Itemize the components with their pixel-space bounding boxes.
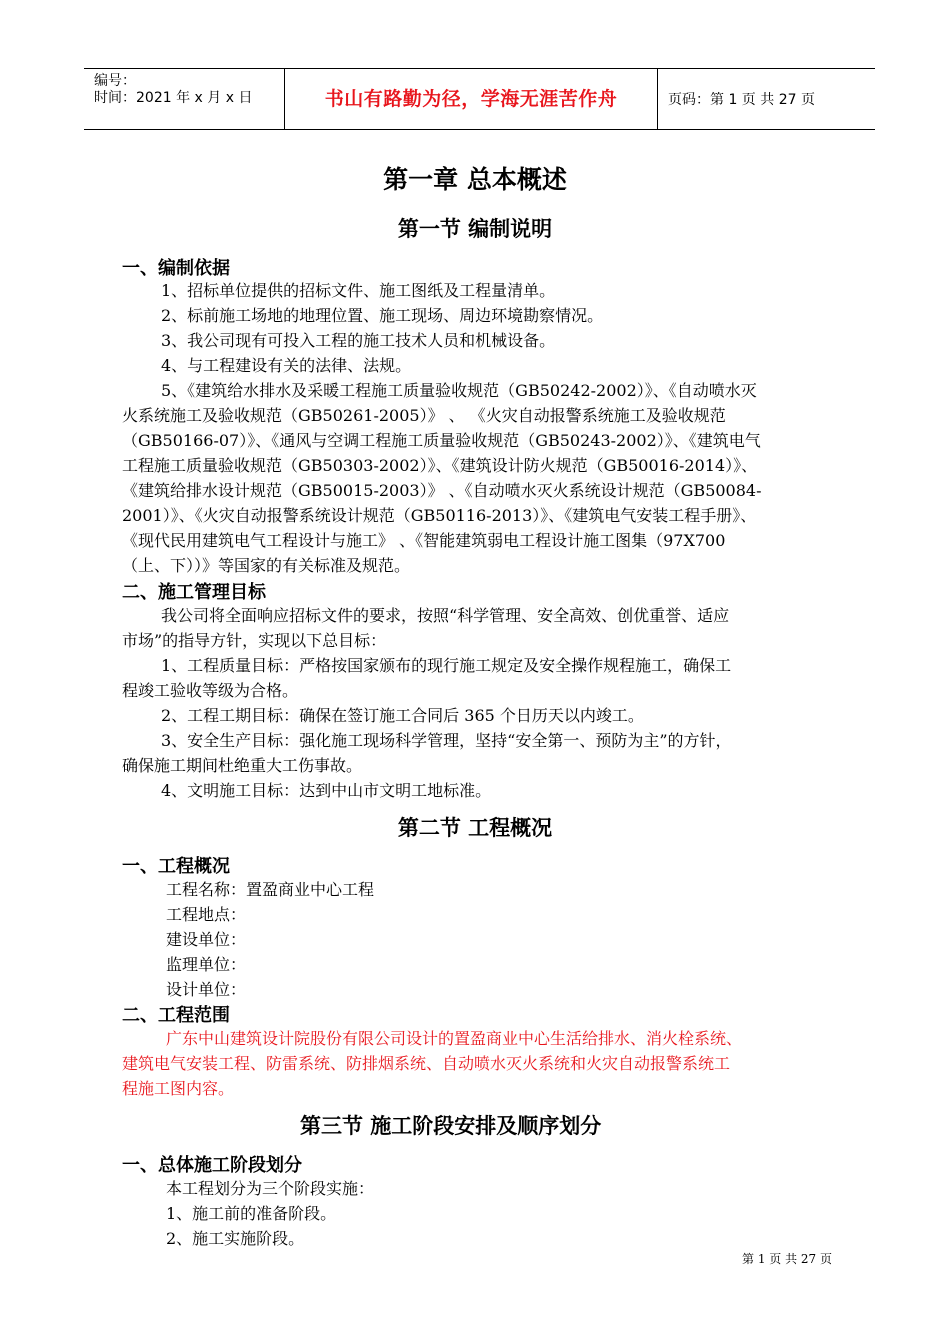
project-info-line: 设计单位： bbox=[166, 980, 247, 999]
basis-item: （GB50166-07）》、《通风与空调工程施工质量验收规范（GB50243-2002）》、《建筑电气 bbox=[122, 431, 761, 450]
section2-heading-overview: 一、工程概况 bbox=[122, 856, 230, 877]
basis-item: 4、与工程建设有关的法律、法规。 bbox=[161, 356, 412, 375]
project-info-line: 监理单位： bbox=[166, 955, 247, 974]
scope-line: 广东中山建筑设计院股份有限公司设计的置盈商业中心生活给排水、消火栓系统、 bbox=[166, 1029, 743, 1048]
section3-heading-stages: 一、总体施工阶段划分 bbox=[122, 1155, 302, 1176]
basis-item: 火系统施工及验收规范（GB50261-2005）》 、 《火灾自动报警系统施工及验收规范 bbox=[122, 406, 726, 425]
page-footer: 第 1 页 共 27 页 bbox=[742, 1252, 832, 1266]
basis-item: 《现代民用建筑电气工程设计与施工》 、《智能建筑弱电工程设计施工图集（97X700 bbox=[122, 531, 726, 550]
basis-item: 3、我公司现有可投入工程的施工技术人员和机械设备。 bbox=[161, 331, 556, 350]
section2-title: 第二节 工程概况 bbox=[397, 816, 553, 840]
goal-line: 市场”的指导方针，实现以下总目标： bbox=[122, 631, 387, 650]
basis-item: （上、下））》等国家的有关标准及规范。 bbox=[122, 556, 411, 575]
basis-item: 5、《建筑给水排水及采暖工程施工质量验收规范（GB50242-2002）》、《自动喷水灭 bbox=[161, 381, 757, 400]
basis-item: 《建筑给排水设计规范（GB50015-2003）》 、《自动喷水灭火系统设计规范（GB50084- bbox=[122, 481, 762, 500]
section1-heading-goals: 二、施工管理目标 bbox=[122, 582, 266, 603]
header-meta-cell bbox=[84, 69, 285, 129]
goal-line: 4、文明施工目标：达到中山市文明工地标准。 bbox=[161, 781, 492, 800]
section2-heading-scope: 二、工程范围 bbox=[122, 1005, 230, 1026]
project-info-line: 工程名称：置盈商业中心工程 bbox=[166, 880, 375, 899]
page-header bbox=[84, 68, 875, 130]
scope-line: 建筑电气安装工程、防雷系统、防排烟系统、自动喷水灭火系统和火灾自动报警系统工 bbox=[122, 1054, 731, 1073]
scope-line: 程施工图内容。 bbox=[122, 1079, 235, 1098]
stage-line: 1、施工前的准备阶段。 bbox=[166, 1204, 337, 1223]
goal-line: 1、工程质量目标：严格按国家颁布的现行施工规定及安全操作规程施工，确保工 bbox=[161, 656, 732, 675]
section1-heading-basis: 一、编制依据 bbox=[122, 258, 230, 279]
goal-line: 3、安全生产目标：强化施工现场科学管理，坚持“安全第一、预防为主”的方针， bbox=[161, 731, 732, 750]
section3-title: 第三节 施工阶段安排及顺序划分 bbox=[300, 1114, 602, 1138]
project-info-line: 工程地点： bbox=[166, 905, 247, 924]
basis-item: 1、招标单位提供的招标文件、施工图纸及工程量清单。 bbox=[161, 281, 556, 300]
stage-line: 本工程划分为三个阶段实施： bbox=[166, 1179, 375, 1198]
header-page-number: 页码：第 1 页 共 27 页 bbox=[668, 92, 815, 108]
goal-line: 我公司将全面响应招标文件的要求，按照“科学管理、安全高效、创优重誉、适应 bbox=[161, 606, 730, 625]
header-page-cell bbox=[658, 69, 875, 129]
goal-line: 2、工程工期目标：确保在签订施工合同后 365 个日历天以内竣工。 bbox=[161, 706, 644, 725]
stage-line: 2、施工实施阶段。 bbox=[166, 1229, 305, 1248]
chapter-title: 第一章 总本概述 bbox=[383, 165, 567, 194]
goal-line: 确保施工期间杜绝重大工伤事故。 bbox=[122, 756, 363, 775]
header-motto: 书山有路勤为径，学海无涯苦作舟 bbox=[285, 69, 658, 129]
basis-item: 2、标前施工场地的地理位置、施工现场、周边环境勘察情况。 bbox=[161, 306, 604, 325]
goal-line: 程竣工验收等级为合格。 bbox=[122, 681, 299, 700]
document-number-label: 编号： bbox=[94, 73, 136, 89]
section1-title: 第一节 编制说明 bbox=[397, 217, 553, 241]
project-info-line: 建设单位： bbox=[166, 930, 247, 949]
basis-item: 工程施工质量验收规范（GB50303-2002）》、《建筑设计防火规范（GB50016-2014）》、 bbox=[122, 456, 758, 475]
basis-item: 2001）》、《火灾自动报警系统设计规范（GB50116-2013）》、《建筑电气安装工程手册》、 bbox=[122, 506, 757, 525]
document-time-label: 时间：2021 年 x 月 x 日 bbox=[94, 90, 253, 106]
